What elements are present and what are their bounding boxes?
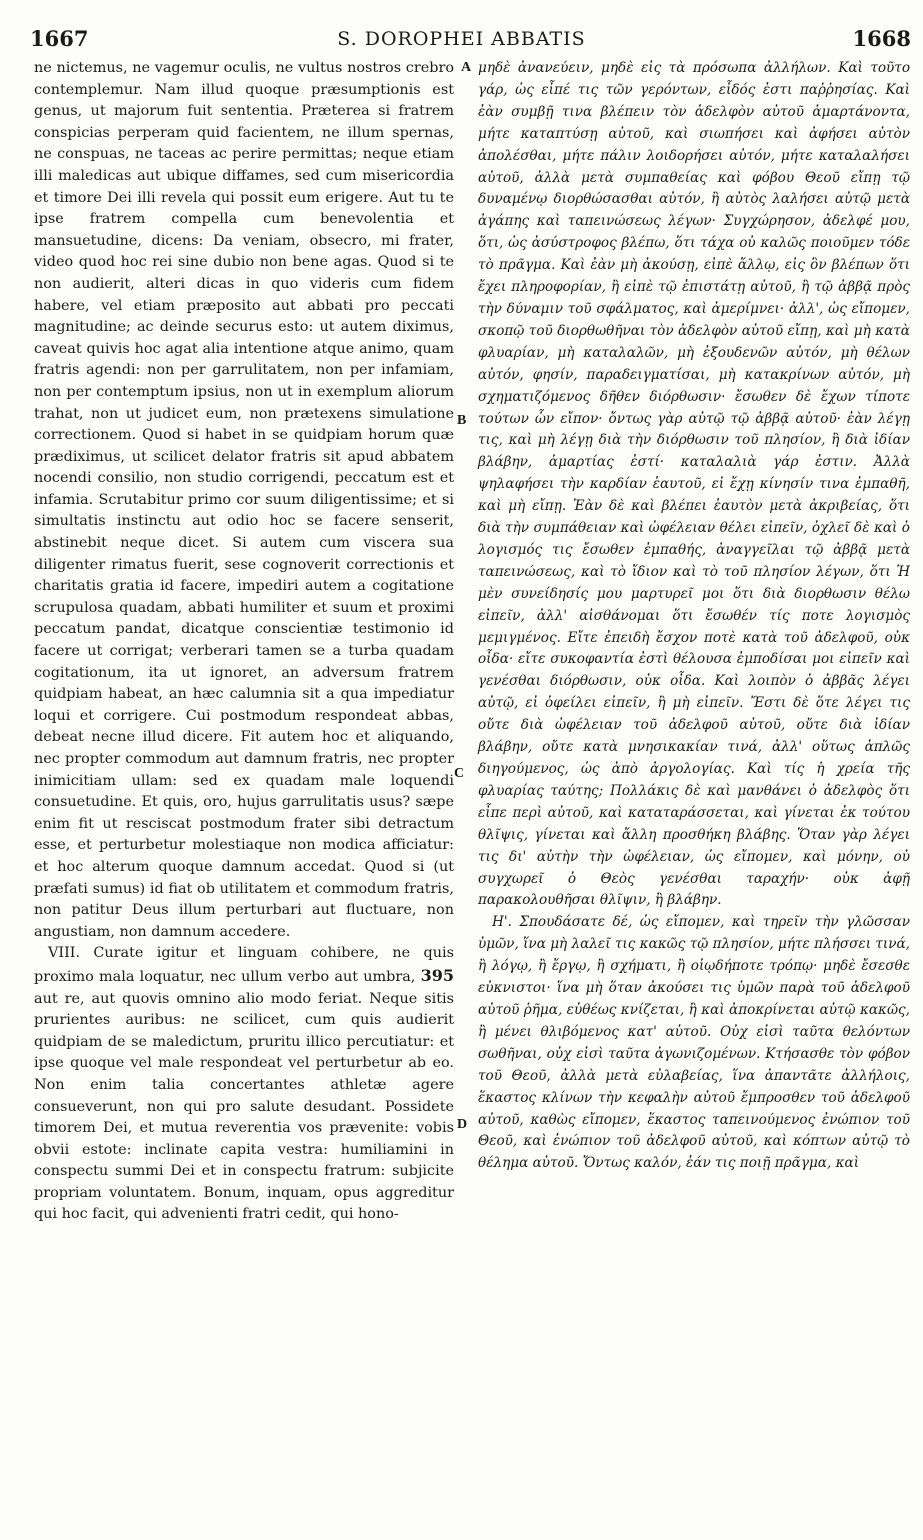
latin-column (34, 58, 454, 1226)
column-number-right: 1668 (852, 26, 911, 51)
margin-letter-d: D (457, 1117, 468, 1132)
latin-section-8-end: aut re, aut quovis omnino alio modo feriat. Neque sitis prurientes auribus: ne scilicet, cum quis audierit quidpiam de se maledictum, pruritu illico percutiatur: et ipse quoque vel male respondeat vel perturbetur ab eo. Non enim talia concertantes athletæ agere consueverunt, non qui pro salute desudant. Possidete timorem Dei, et mutua reverentia vos prævenite: vobis obvii estote: inclinate capita vestra: humiliamini in conspectu summi Dei et in conspectu fratrum: subjicite propriam voluntatem. Bonum, inquam, opus aggreditur qui hoc facit, qui advenienti fratri cedit, qui hono- (34, 990, 454, 1223)
latin-paragraph: ne nictemus, ne vagemur oculis, ne vultus nostros crebro contemplemur. Nam illud quoque præsumptionis est genus, ut majorum fuit sententia. Præterea si fratrem conspicias perperam quid facientem, ne illum spernas, ne conspuas, ne taceas ac perire permittas; neque etiam illi maledicas aut ubique diffames, sed cum misericordia et timore Dei illi revela qui possit eum erigere. Aut tu te ipse fratrem compella cum benevolentia et mansuetudine, dicens: Da veniam, obsecro, mi frater, video quod hoc rei sine dubio non bene agas. Quod si te non audierit, alteri dicas in quo videris cum fidem habere, vel etiam præposito aut abbati pro peccati magnitudine; ac deinde securus esto: ut autem diximus, caveat quivis hoc agat alia intentione atque animo, quam fratris agendi: non per garrulitatem, non per infamiam, non per contemptum ipsius, non ut in exemplum aliorum trahat, non ut judicet eum, non prætexens simulatione correctionem. Quod si habet in se quidpiam horum quæ prædiximus, ut scilicet delator fratris sit apud abbatem nocendi consilio, non studio corrigendi, peccatum est et infamia. Scrutabitur primo cor suum diligentissime; et si simultatis instinctu aut odio hoc se facere senserit, abstinebit neque dicet. Si autem cum viscera sua diligenter rimatus fuerit, sese cognoverit correctionis et charitatis gratia id facere, impediri autem a cogitatione scrupulosa quadam, abbati humiliter et suum et proximi peccatum pandat, dicatque conscientiæ testimonio id facere ut corrigat; verberari tamen se a turba quadam cogitationum, ita ut ignoret, an adversum fratrem quidpiam habeat, an hæc calumnia sit a qua impediatur loqui et corrigere. Cui postmodum respondeat abbas, debeat necne illud dicere. Fit autem hoc et aliquando, nec propter commodum aut damnum fratris, nec propter inimicitiam ullam: sed ex quadam male loquendi consuetudine. Et quis, oro, hujus garrulitatis usus? sæpe enim fit ut resciscat postmodum frater sibi detractum esse, et perturbetur molestiaque non modica afficiatur: et hoc alterum quoque damnum accedat. Quod si (ut præfati sumus) id fiat ob utilitatem et commodum fratris, non patitur Deus illum perturbari aut fluctuare, non angustiam, non damnum accedere. (34, 60, 454, 940)
page-header (0, 26, 923, 56)
latin-section-8 (34, 943, 454, 1226)
page-title: S. DOROPHEI ABBATIS (337, 28, 586, 50)
latin-section-8-start: VIII. Curate igitur et linguam cohibere, ne quis proximo mala loquatur, nec ullum verbo aut umbra, (34, 945, 454, 985)
margin-letter-b: B (457, 413, 467, 428)
migne-page-number: 395 (420, 965, 454, 985)
column-number-left: 1667 (30, 26, 89, 51)
greek-column (478, 58, 910, 1175)
margin-letter-c: C (454, 766, 465, 781)
greek-paragraph: μηδὲ ἀνανεύειν, μηδὲ εἰς τὰ πρόσωπα ἀλλήλων. Καὶ τοῦτο γάρ, ὡς εἶπέ τις τῶν γερόντων, εἶδός ἐστι παῤῥησίας. Καὶ ἐὰν συμβῇ τινα βλέπειν τὸν ἀδελφὸν αὐτοῦ ἁμαρτάνοντα, μήτε καταπτύσῃ αὐτοῦ, καὶ σιωπήσει καὶ ἀφήσει αὐτὸν ἀπολέσθαι, μήτε πάλιν λοιδορήσει αὐτόν, μήτε καταλαλήσει αὐτοῦ, ἀλλὰ μετὰ συμπαθείας καὶ φόβου Θεοῦ εἴπῃ τῷ δυναμένῳ διορθώσασθαι αὐτόν, ἢ αὐτὸς λαλήσει αὐτῷ μετὰ ἀγάπης καὶ ταπεινώσεως λέγων· Συγχώρησον, ἀδελφέ μου, ὅτι, ὡς ἀσύστροφος βλέπω, ὅτι τάχα οὐ καλῶς ποιοῦμεν τόδε τὸ πρᾶγμα. Καὶ ἐὰν μὴ ἀκούσῃ, εἰπὲ ἄλλῳ, εἰς ὃν βλέπων ὅτι ἔχει πληροφορίαν, ἢ εἰπὲ τῷ ἐπιστάτῃ αὐτοῦ, ἢ τῷ ἀββᾷ πρὸς τὴν δύναμιν τοῦ σφάλματος, καὶ ἀμερίμνει· ἀλλ', ὡς εἴπομεν, σκοπῷ τοῦ διορθωθῆναι τὸν ἀδελφὸν αὐτοῦ εἴπῃ, καὶ μὴ κατὰ φλυαρίαν, μὴ καταλαλῶν, μὴ ἐξουδενῶν αὐτόν, μὴ θέλων αὐτόν, φησίν, παραδειγματίσαι, μὴ κατακρίνων αὐτόν, μὴ σχηματιζόμενος δῆθεν διόρθωσιν· ἔσωθεν δὲ ἔχων τίποτε τούτων ὧν εἴπον· ὄντως γὰρ αὐτῷ τῷ ἀββᾷ αὐτοῦ· ἐὰν λέγῃ τις, καὶ μὴ λέγῃ διὰ τὴν διόρθωσιν τοῦ πλησίον, ἢ διὰ ἰδίαν βλάβην, ἁμαρτίας ἐστί· καταλαλιὰ γάρ ἐστιν. Ἀλλὰ ψηλαφήσει τὴν καρδίαν ἑαυτοῦ, εἰ ἔχῃ κίνησίν τινα ἐμπαθῆ, καὶ μὴ εἴπῃ. Ἐὰν δὲ καὶ βλέπει ἑαυτὸν μετὰ ἀκριβείας, ὅτι διὰ τὴν συμπάθειαν καὶ ὠφέλειαν θέλει εἰπεῖν, ὀχλεῖ δὲ καὶ ὁ λογισμός τις ἔσωθεν ἐμπαθής, ἀναγγεῖλαι τῷ ἀββᾷ μετὰ ταπεινώσεως, καὶ τὸ ἴδιον καὶ τὸ τοῦ πλησίον λέγων, ὅτι Ἡ μὲν συνείδησίς μου μαρτυρεῖ μοι ὅτι διὰ διορθωσιν θέλω εἰπεῖν, ἀλλ' αἰσθάνομαι ὅτι ἔσωθέν τίς ποτε λογισμὸς μεμιγμένος. Εἴτε ἐπειδὴ ἔσχον ποτὲ κατὰ τοῦ ἀδελφοῦ, οὐκ οἶδα· εἴτε συκοφαντία ἐστὶ θέλουσα ἐμποδίσαι μοι εἰπεῖν καὶ γενέσθαι διόρθωσιν, οὐκ οἶδα. Καὶ λοιπὸν ὁ ἀββᾶς λέγει αὐτῷ, εἰ ὀφείλει εἰπεῖν, ἢ μὴ εἰπεῖν. Ἔστι δὲ ὅτε λέγει τις οὔτε διὰ ὠφέλειαν τοῦ ἀδελφοῦ αὐτοῦ, οὔτε διὰ ἰδίαν βλάβην, οὔτε κατὰ μνησικακίαν τινά, ἀλλ' οὕτως ἁπλῶς διηγούμενος, ὡς ἀπὸ ἀργολογίας. Καὶ τίς ἡ χρεία τῆς φλυαρίας ταύτης; Πολλάκις δὲ καὶ μανθάνει ὁ ἀδελφὸς ὅτι εἶπε περὶ αὐτοῦ, καὶ καταταράσσεται, καὶ γίνεται ἐκ τούτου θλῖψις, γίνεται καὶ ἄλλη προσθήκη βλάβης. Ὅταν γὰρ λέγει τις δι' αὐτὴν τὴν ὠφέλειαν, ὡς εἴπομεν, καὶ μόνην, οὐ συγχωρεῖ ὁ Θεὸς γενέσθαι ταραχήν· οὐκ ἀφῇ παρακολουθῆσαι θλῖψιν, ἢ βλάβην. (478, 60, 910, 909)
greek-section-8: Η'. Σπουδάσατε δέ, ὡς εἴπομεν, καὶ τηρεῖν τὴν γλῶσσαν ὑμῶν, ἵνα μὴ λαλεῖ τις κακῶς τῷ πλησίον, μήτε πλήσσει τινά, ἢ λόγῳ, ἢ ἔργῳ, ἢ σχήματι, ἢ οἱῳδήποτε τρόπῳ· μηδὲ ἔσεσθε εὐκνιστοι· ἵνα μὴ ὅταν ἀκούσει τις ὑμῶν παρὰ τοῦ ἀδελφοῦ αὐτοῦ ῥῆμα, εὐθέως κνίζεται, ἢ καὶ ἀποκρίνεται αὐτῷ κακῶς, ἢ μένει θλιβόμενος κατ' αὐτοῦ. Οὐχ εἰσὶ ταῦτα θελόντων σωθῆναι, οὐχ εἰσὶ ταῦτα ἀγωνιζομένων. Κτήσασθε τὸν φόβον τοῦ Θεοῦ, ἀλλὰ μετὰ εὐλαβείας, ἵνα ἀπαντᾶτε ἀλλήλοις, ἕκαστος κλίνων τὴν κεφαλὴν αὐτοῦ ἔμπροσθεν τοῦ ἀδελφοῦ αὐτοῦ, καθὼς εἴπομεν, ἕκαστος ταπεινούμενος ἐνώπιον τοῦ Θεοῦ, καὶ ἐνώπιον τοῦ ἀδελφοῦ αὐτοῦ, καὶ κόπτων αὐτῷ τὸ θέλημα αὐτοῦ. Ὄντως καλόν, ἐάν τις ποιῇ πρᾶγμα, καὶ (478, 914, 910, 1172)
margin-letter-a: A (461, 60, 472, 75)
